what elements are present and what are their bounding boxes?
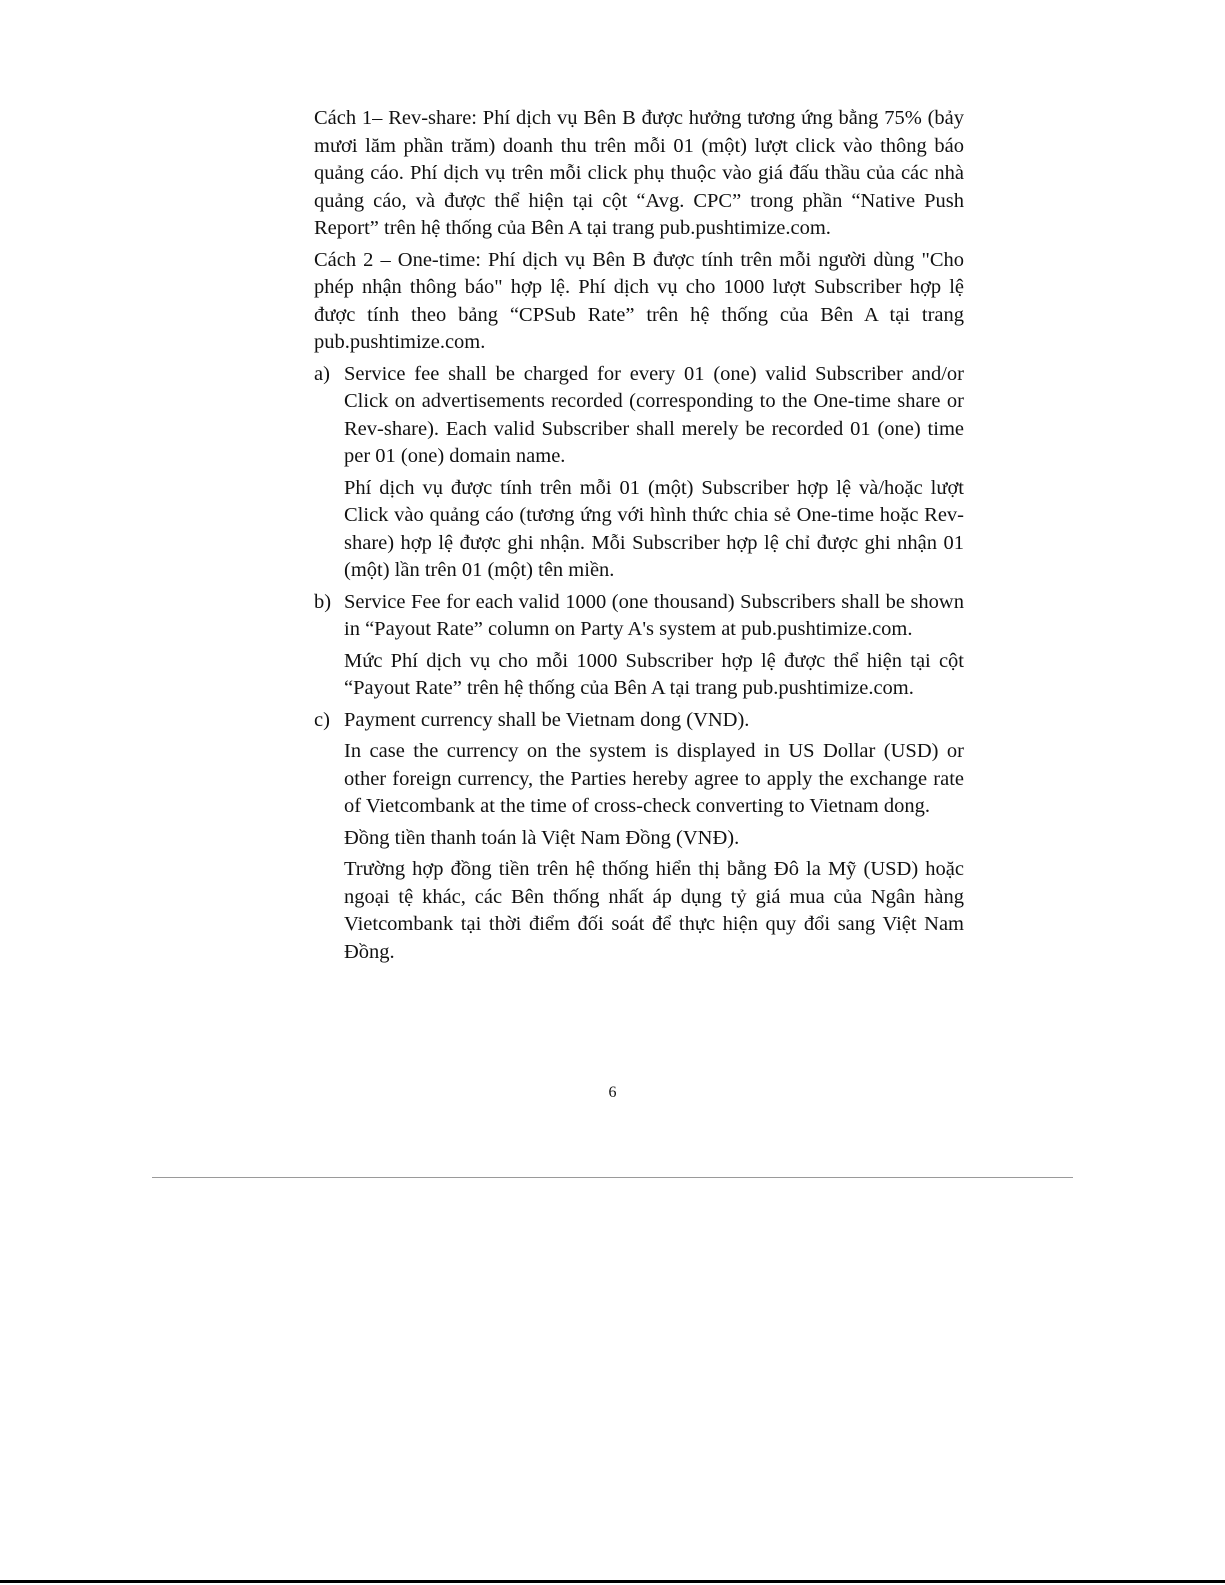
item-c-exchange-paragraph: In case the currency on the system is displayed in US Dollar (USD) or other foreign currency, the Parties hereby agree to apply the exchange rate of Vietcombank at the time of cross-check converting to Vietnam dong. (344, 740, 964, 817)
page-number: 6 (608, 1084, 617, 1101)
item-b-vietnamese-paragraph: Mức Phí dịch vụ cho mỗi 1000 Subscriber hợp lệ được thể hiện tại cột “Payout Rate” trên hệ thống của Bên A tại trang pub.pushtimize.com. (344, 649, 964, 699)
item-a-english-paragraph: Service fee shall be charged for every 01 (one) valid Subscriber and/or Click on advertisements recorded (corresponding to the One-time share or Rev-share). Each valid Subscriber shall merely be recorded 01 (one) time per 01 (one) domain name. (344, 362, 964, 467)
list-item-c (314, 707, 964, 967)
item-c-exchange-vietnamese-paragraph: Trường hợp đồng tiền trên hệ thống hiển thị bằng Đô la Mỹ (USD) hoặc ngoại tệ khác, các Bên thống nhất áp dụng tỷ giá mua của Ngân hàng Vietcombank tại thời điểm đối soát để thực hiện quy đổi sang Việt Nam Đồng. (344, 858, 964, 963)
document-body (314, 105, 964, 970)
list-marker-b: b) (314, 590, 332, 613)
item-a-vietnamese-paragraph: Phí dịch vụ được tính trên mỗi 01 (một) Subscriber hợp lệ và/hoặc lượt Click vào quảng cáo (tương ứng với hình thức chia sẻ One-time hoặc Rev-share) hợp lệ được ghi nhận. Mỗi Subscriber hợp lệ chỉ được ghi nhận 01 (một) lần trên 01 (một) tên miền. (344, 476, 964, 581)
list-item-b (314, 589, 964, 703)
item-c-currency-vietnamese-paragraph: Đồng tiền thanh toán là Việt Nam Đồng (VNĐ). (344, 826, 740, 849)
list-marker-c: c) (314, 708, 330, 731)
bottom-border-line (0, 1580, 1225, 1583)
method-1-paragraph: Cách 1– Rev-share: Phí dịch vụ Bên B được hưởng tương ứng bằng 75% (bảy mươi lăm phần trăm) doanh thu trên mỗi 01 (một) lượt click vào thông báo quảng cáo. Phí dịch vụ trên mỗi click phụ thuộc vào giá đấu thầu của các nhà quảng cáo, và được thể hiện tại cột “Avg. CPC” trong phần “Native Push Report” trên hệ thống của Bên A tại trang pub.pushtimize.com. (314, 107, 964, 239)
method-2-paragraph: Cách 2 – One-time: Phí dịch vụ Bên B được tính trên mỗi người dùng "Cho phép nhận thông báo" hợp lệ. Phí dịch vụ cho 1000 lượt Subscriber hợp lệ được tính theo bảng “CPSub Rate” trên hệ thống của Bên A tại trang pub.pushtimize.com. (314, 248, 964, 353)
page-separator-line (152, 1177, 1073, 1178)
item-c-currency-paragraph: Payment currency shall be Vietnam dong (VND). (344, 708, 750, 731)
item-b-english-paragraph: Service Fee for each valid 1000 (one thousand) Subscribers shall be shown in “Payout Rate” column on Party A's system at pub.pushtimize.com. (344, 590, 964, 640)
list-item-a (314, 361, 964, 585)
list-marker-a: a) (314, 362, 330, 385)
